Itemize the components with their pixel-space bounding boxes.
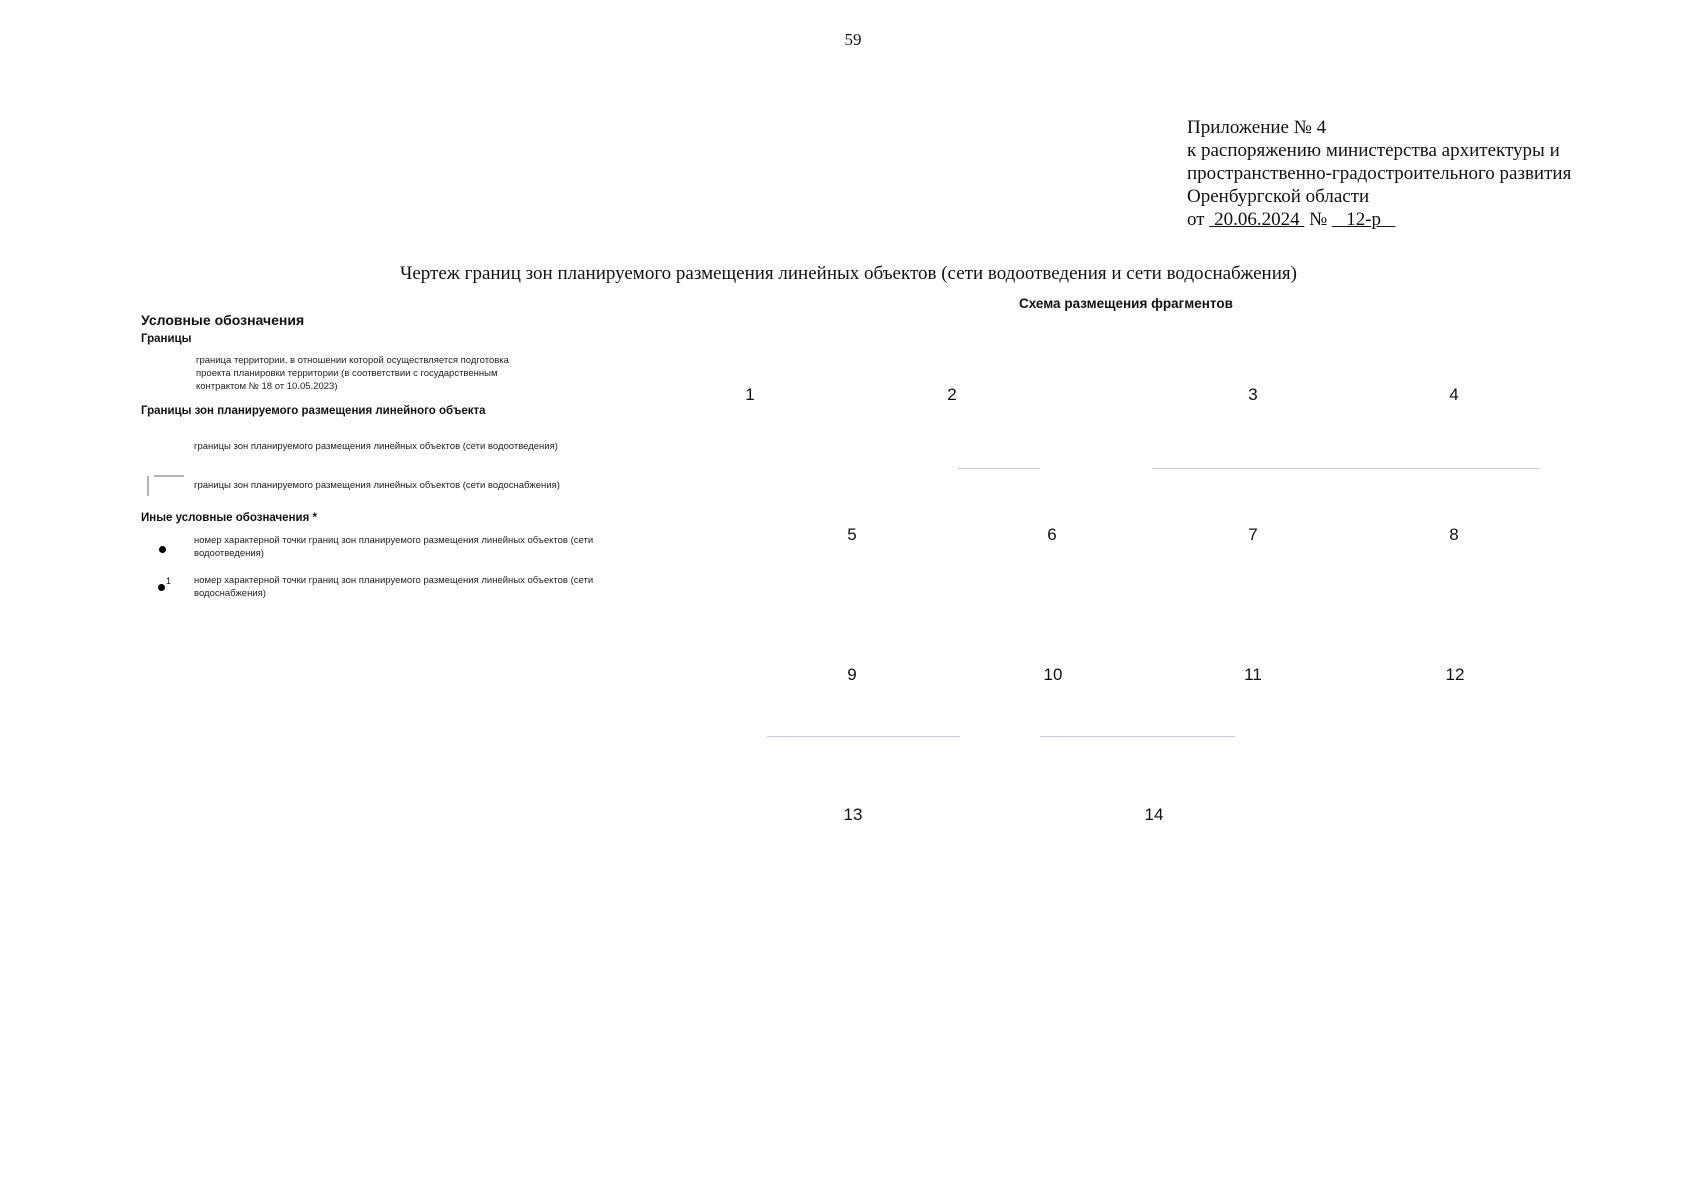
water-boundary-text: границы зон планируемого размещения линейных объектов (сети водоснабжения) — [194, 480, 560, 491]
fragment-number: 12 — [1445, 665, 1465, 684]
sewer-point-text: номер характерной точки границ зон планируемого размещения линейных объектов (сети водоотведения) — [194, 535, 594, 559]
fragment-number: 11 — [1244, 665, 1262, 684]
appendix-date-line — [1187, 208, 1571, 231]
scheme-title: Схема размещения фрагментов — [1019, 296, 1233, 311]
legend-title: Условные обозначения — [141, 312, 305, 328]
scheme-divider-line — [958, 468, 1040, 469]
fragment-number: 1 — [745, 385, 755, 404]
water-point-superscript: 1 — [166, 576, 172, 586]
water-point-text: номер характерной точки границ зон планируемого размещения линейных объектов (сети водоснабжения) — [194, 575, 594, 599]
fragment-number: 6 — [1047, 525, 1057, 544]
fragment-number: 5 — [847, 525, 857, 544]
scheme-divider-line — [1152, 468, 1540, 469]
territory-boundary-text: граница территории, в отношении которой осуществляется подготовка проекта планировки территории (в соответствии с государственным контрактом № 18 от 10.05.2023) — [196, 355, 509, 392]
water-boundary-symbol — [146, 474, 184, 496]
sewer-boundary-text: границы зон планируемого размещения линейных объектов (сети водоотведения) — [194, 441, 558, 452]
fragment-number: 2 — [947, 385, 957, 404]
fragment-number: 7 — [1248, 525, 1258, 544]
borders-heading: Границы — [141, 333, 192, 345]
zones-heading: Границы зон планируемого размещения линейного объекта — [141, 405, 486, 417]
page-number: 59 — [844, 30, 862, 49]
appendix-line-2: к распоряжению министерства архитектуры и — [1187, 140, 1560, 161]
appendix-line-3: пространственно-градостроительного развития — [1187, 163, 1572, 184]
scheme-divider-line — [1040, 736, 1235, 737]
fragment-number: 10 — [1043, 665, 1063, 684]
fragment-number: 8 — [1449, 525, 1459, 544]
appendix-line-4: Оренбургской области — [1187, 186, 1370, 207]
number-prefix: № — [1309, 209, 1328, 230]
water-point-dot-icon — [158, 584, 165, 591]
other-symbols-heading: Иные условные обозначения * — [141, 512, 317, 524]
document-number: 12-р — [1346, 209, 1382, 230]
appendix-block — [1187, 116, 1571, 231]
drawing-title: Чертеж границ зон планируемого размещения линейных объектов (сети водоотведения и сети водоснабжения) — [400, 263, 1297, 284]
sewer-point-dot-icon — [159, 546, 166, 553]
scheme-divider-line — [767, 736, 960, 737]
fragment-number: 3 — [1248, 385, 1258, 404]
date-value: 20.06.2024 — [1214, 209, 1300, 230]
appendix-title: Приложение № 4 — [1187, 117, 1327, 138]
fragment-number: 14 — [1144, 805, 1164, 824]
fragment-number: 4 — [1449, 385, 1459, 404]
fragment-number: 13 — [843, 805, 863, 824]
date-prefix: от — [1187, 209, 1205, 230]
fragment-number: 9 — [847, 665, 857, 684]
